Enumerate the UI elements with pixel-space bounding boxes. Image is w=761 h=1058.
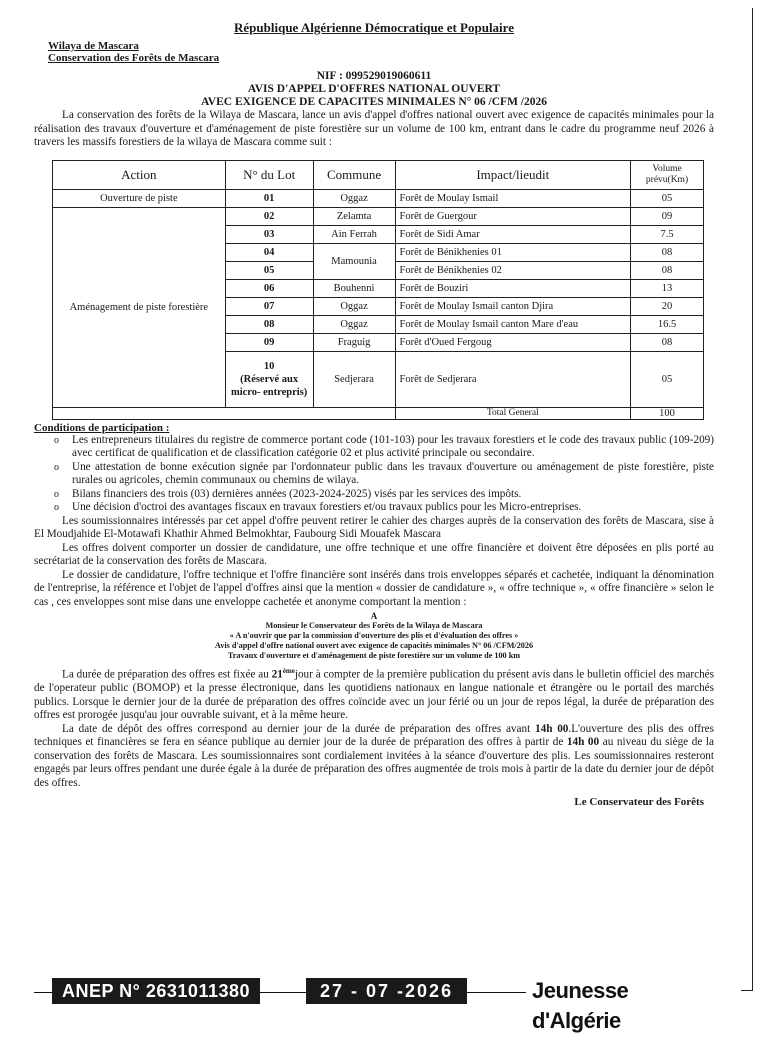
col-action: Action (53, 160, 226, 189)
address-line4: Travaux d'ouverture et d'aménagement de piste forestière sur un volume de 100 km (227, 651, 521, 660)
address-a: A (370, 611, 378, 621)
impact-cell: Forêt de Moulay Ismail canton Djira (395, 297, 631, 315)
address-line3: Avis d'appel d'offre national ouvert avec exigence de capacités minimales N° 06 /CFM/2026 (214, 641, 534, 650)
col-impact: Impact/lieudit (395, 160, 631, 189)
address-block (34, 611, 714, 661)
total-label: Total General (395, 407, 631, 419)
volume-cell: 13 (631, 279, 704, 297)
action-cell: Ouverture de piste (53, 189, 226, 207)
lot-cell: 08 (225, 315, 313, 333)
paragraph-duration (34, 665, 714, 723)
duration-text: La durée de préparation des offres est fixée au (62, 668, 272, 681)
lot-cell: 01 (225, 189, 313, 207)
nif-number: NIF : 099529019060611 (316, 70, 432, 82)
impact-cell: Forêt de Sedjerara (395, 351, 631, 407)
duration-sup: ème (282, 667, 295, 675)
publication-date: 27 - 07 -2026 (306, 978, 467, 1004)
wilaya-label: Wilaya de Mascara (48, 40, 139, 52)
lot-number: 10 (263, 360, 275, 372)
list-item: o Une décision d'octroi des avantages fiscaux en travaux forestiers et/ou travaux publics pour les Micro-entreprises. (60, 501, 714, 515)
conditions-title: Conditions de participation : (34, 421, 170, 434)
total-empty-cell (53, 407, 396, 419)
total-value: 100 (631, 407, 704, 419)
table-row (53, 207, 704, 225)
lot-cell: 02 (225, 207, 313, 225)
table-row (53, 189, 704, 207)
footer-band (34, 976, 724, 1033)
commune-cell: Sedjerara (313, 351, 395, 407)
commune-cell: Oggaz (313, 297, 395, 315)
list-item: o Bilans financiers des trois (03) dernières années (2023-2024-2025) visés par les services des impôts. (60, 488, 714, 502)
intro-paragraph: La conservation des forêts de la Wilaya de Mascara, lance un avis d'appel d'offres national ouvert avec exigence de capacités minimales pour la réalisation des travaux d'ouverture et d'aménagement de piste forestière sur un volume de 100 km, entrant dans le cadre du programme neuf 2026 à travers les massifs forestiers de la wilaya de Mascara comme suit : (34, 109, 714, 148)
avis-title-line2: AVEC EXIGENCE DE CAPACITES MINIMALES N° 06 /CFM /2026 (200, 96, 547, 108)
deposit-text-2: .L'ouverture des plis des offres techniques et financières se fera en séance publique au dernier jour de la durée de préparation des offres à partir de (34, 722, 714, 749)
page-border-right (752, 8, 753, 990)
conservation-label: Conservation des Forêts de Mascara (48, 52, 220, 64)
anep-number: ANEP N° 2631011380 (52, 978, 260, 1004)
paragraph-offers: Les offres doivent comporter un dossier de candidature, une offre technique et une offre financière et doivent être déposées en plis porté au secrétariat de la conservation des forêts de Mascara. (34, 541, 714, 567)
col-lot: N° du Lot (225, 160, 313, 189)
list-item: o Les entrepreneurs titulaires du registre de commerce portant code (101-103) pour les travaux forestiers et le code des travaux public (109-209) avec certificat de qualification et de classification catégorie 02 et plus activité principale ou secondaire. (60, 434, 714, 461)
deposit-text-3: au niveau du siège de la conservation des forêts de Mascara. Les soumissionnaires sont cordialement invitées à la séance d'ouverture des plis. Les soumissionnaires resteront engagés par leurs offres pendant une durée égale à la durée de préparation des offres augmentée de trois mois à partir de la date du dernier jour de dépôt des offres. (34, 736, 714, 789)
republic-title: République Algérienne Démocratique et Populaire (234, 20, 514, 35)
commune-cell: Oggaz (313, 189, 395, 207)
action-cell: Aménagement de piste forestière (53, 207, 226, 407)
volume-cell: 7.5 (631, 225, 704, 243)
list-item: o Une attestation de bonne exécution signée par l'ordonnateur public dans les travaux d'ouverture ou aménagement de piste forestière, piste rurales ou agricoles, chemin communaux ou chemins de wilaya. (60, 461, 714, 488)
lot-cell: 09 (225, 333, 313, 351)
volume-cell: 08 (631, 261, 704, 279)
commune-cell: Ain Ferrah (313, 225, 395, 243)
lot-cell: 04 (225, 243, 313, 261)
volume-cell: 09 (631, 207, 704, 225)
lot-cell: 05 (225, 261, 313, 279)
volume-cell: 05 (631, 351, 704, 407)
paragraph-retrieval: Les soumissionnaires intéressés par cet appel d'offre peuvent retirer le cahier des charges auprès de la conservation des forêts de Mascara, sise à El Moudjahide El-Motawafi Khathir Ahmed Belmokhtar, Faubourg Sidi Mouafek Mascara (34, 514, 714, 540)
lot-cell: 03 (225, 225, 313, 243)
opening-hour: 14h 00 (566, 736, 600, 749)
impact-cell: Forêt d'Oued Fergoug (395, 333, 631, 351)
col-volume: Volume prévu(Km) (631, 160, 704, 189)
commune-cell: Oggaz (313, 315, 395, 333)
table-total-row (53, 407, 704, 419)
impact-cell: Forêt de Bénikhenies 02 (395, 261, 631, 279)
paragraph-deposit (34, 723, 714, 791)
commune-cell: Mamounia (313, 243, 395, 279)
volume-cell: 08 (631, 243, 704, 261)
volume-cell: 20 (631, 297, 704, 315)
tender-notice (34, 18, 714, 808)
impact-cell: Forêt de Bouziri (395, 279, 631, 297)
lots-table (52, 160, 704, 420)
lot-note: (Réservé aux micro- entrepris) (230, 373, 308, 398)
address-line2: « A n'ouvrir que par la commission d'ouverture des plis et d'évaluation des offres » (229, 631, 519, 640)
duration-day: 21 (271, 668, 283, 681)
deposit-hour: 14h 00 (535, 722, 569, 735)
signature: Le Conservateur des Forêts (574, 796, 704, 809)
volume-cell: 05 (631, 189, 704, 207)
volume-cell: 08 (631, 333, 704, 351)
impact-cell: Forêt de Bénikhenies 01 (395, 243, 631, 261)
lot-cell (225, 351, 313, 407)
volume-cell: 16.5 (631, 315, 704, 333)
page-border-corner (741, 990, 753, 991)
impact-cell: Forêt de Moulay Ismail canton Mare d'eau (395, 315, 631, 333)
deposit-text: La date de dépôt des offres correspond au dernier jour de la durée de préparation des offres avant (62, 722, 535, 735)
commune-cell: Fraguig (313, 333, 395, 351)
commune-cell: Zelamta (313, 207, 395, 225)
table-header-row (53, 160, 704, 189)
paragraph-envelopes: Le dossier de candidature, l'offre technique et l'offre financière sont insérés dans trois enveloppes séparés et cachetée, indiquant la dénomination de l'entreprise, la référence et l'objet de l'appel d'offres ainsi que la mention « dossier de candidature », « offre technique », « offre financière » selon le cas , ces enveloppes sont mise dans une enveloppe cachetée et anonyme comportant la mention : (34, 568, 714, 608)
impact-cell: Forêt de Sidi Amar (395, 225, 631, 243)
lot-cell: 06 (225, 279, 313, 297)
impact-cell: Forêt de Guergour (395, 207, 631, 225)
commune-cell: Bouhenni (313, 279, 395, 297)
conditions-list (34, 434, 714, 515)
address-line1: Monsieur le Conservateur des Forêts de la Wilaya de Mascara (265, 621, 483, 630)
lot-cell: 07 (225, 297, 313, 315)
duration-text-rest: jour à compter de la première publication du présent avis dans le bulletin officiel des marchés de l'operateur public (BOMOP) et la presse électronique, dans les quotidiens nationaux en langue nationale et étrangère ou le portail des marchés publics. Lorsque le dernier jour de la durée de préparation des offres coïncide avec un jour férié ou un jour de repos légal, la durée de préparation des offres est prorogée jusqu'au jour ouvrable suivant, et à la même heure. (34, 668, 714, 722)
avis-title-line1: AVIS D'APPEL D'OFFRES NATIONAL OUVERT (247, 83, 501, 95)
col-commune: Commune (313, 160, 395, 189)
newspaper-logo: Jeunesse d'Algérie (526, 976, 724, 1006)
impact-cell: Forêt de Moulay Ismail (395, 189, 631, 207)
